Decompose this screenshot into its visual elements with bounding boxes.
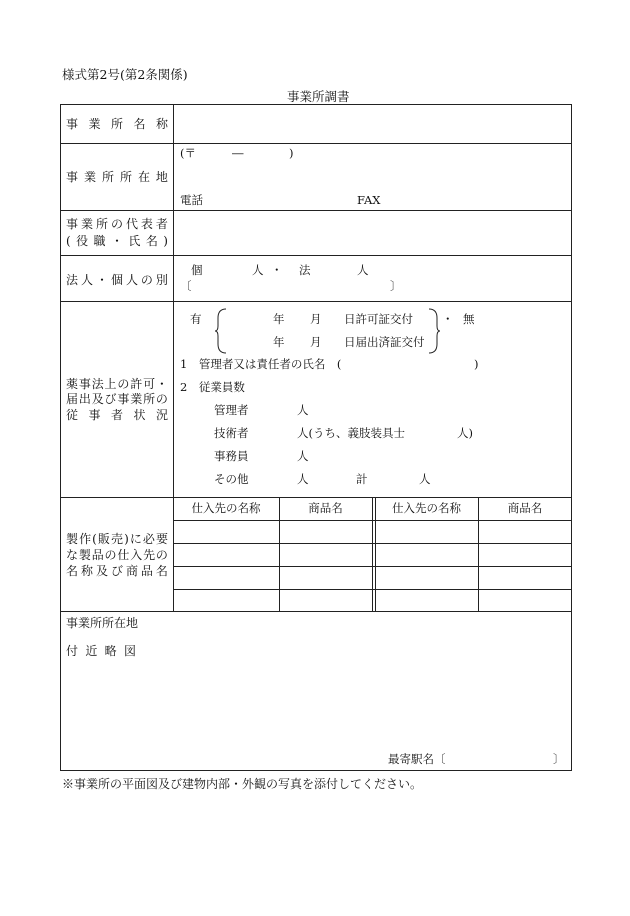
- has-option: 有: [190, 312, 202, 326]
- office-address-label: 事 業 所 所 在 地: [66, 170, 168, 184]
- manager-name-close: ): [474, 357, 479, 371]
- corporate-label: 法: [299, 263, 311, 277]
- individual-suffix: 人: [252, 263, 264, 277]
- supplier-name-header: 仕入先の名称: [191, 501, 261, 515]
- nearest-station-close: 〕: [553, 752, 565, 766]
- corporate-suffix: 人: [357, 263, 369, 277]
- license-issued: 日許可証交付: [344, 312, 413, 326]
- pharma-status-label-3: 従 事 者 状 況: [66, 408, 168, 422]
- pharma-status-label-1: 薬 事 法 上 の 許 可 ・: [66, 377, 168, 391]
- other-label: その他: [214, 472, 249, 486]
- nearby-map-label: 付 近 略 図: [66, 644, 136, 658]
- entity-type-label: 法 人 ・ 個 人 の 別: [66, 273, 168, 287]
- entity-separator: ・: [271, 263, 283, 277]
- postal-open: (〒: [180, 146, 196, 160]
- license-year: 年: [273, 312, 285, 326]
- product-name-header: 商品名: [507, 501, 543, 515]
- form-number: 様式第2号(第2条関係): [62, 67, 188, 82]
- entity-bracket-open: 〔: [180, 279, 192, 293]
- entity-bracket-close: 〕: [390, 279, 402, 293]
- product-name-header: 商品名: [308, 501, 343, 515]
- total-unit: 人: [419, 472, 431, 486]
- none-option: 無: [463, 312, 475, 326]
- row-divider: [60, 497, 572, 498]
- right-brace-icon: [427, 308, 441, 354]
- postal-close: ): [289, 146, 294, 160]
- suppliers-label-2: な 製 品 の 仕 入 先 の: [66, 548, 168, 562]
- supplier-grid-line: [372, 497, 373, 611]
- technician-detail: 人(うち、義肢装具士: [297, 426, 405, 440]
- row-divider: [60, 611, 572, 612]
- individual-label: 個: [191, 263, 203, 277]
- suppliers-label-1: 製 作 ( 販 売 ) に 必 要: [66, 532, 168, 546]
- notification-year: 年: [273, 335, 285, 349]
- clerk-unit: 人: [297, 449, 309, 463]
- notification-issued: 日届出済証交付: [344, 335, 425, 349]
- license-month: 月: [310, 312, 322, 326]
- row-divider: [60, 255, 572, 256]
- left-brace-icon: [214, 308, 228, 354]
- footnote: ※事業所の平面図及び建物内部・外観の写真を添付してください。: [62, 777, 423, 791]
- document-title: 事業所調書: [287, 89, 350, 104]
- fax-label: FAX: [357, 193, 381, 207]
- pharma-status-label-2: 届 出 及 び 事 業 所 の: [66, 392, 168, 406]
- label-column-divider: [173, 104, 174, 611]
- row-divider: [60, 301, 572, 302]
- office-name-label: 事 業 所 名 称: [66, 117, 168, 131]
- clerk-label: 事務員: [214, 449, 249, 463]
- phone-label: 電話: [180, 193, 203, 207]
- representative-label: 事 業 所 の 代 表 者: [66, 217, 168, 231]
- postal-dash: ―: [232, 146, 244, 160]
- nearest-station-label: 最寄駅名〔: [388, 752, 446, 766]
- manager-name-item: 1 管理者又は責任者の氏名 (: [180, 357, 342, 371]
- notification-month: 月: [310, 335, 322, 349]
- technician-label: 技術者: [214, 426, 249, 440]
- suppliers-label-3: 名 称 及 び 商 品 名: [66, 564, 168, 578]
- employee-count-item: 2 従業員数: [180, 380, 245, 394]
- option-separator: ・: [442, 312, 454, 326]
- manager-label: 管理者: [214, 403, 249, 417]
- technician-detail-close: 人): [457, 426, 473, 440]
- map-label: 事業所所在地: [66, 616, 139, 630]
- row-divider: [60, 143, 572, 144]
- manager-unit: 人: [297, 403, 309, 417]
- supplier-name-header: 仕入先の名称: [392, 501, 461, 515]
- representative-title-label: ( 役 職 ・ 氏 名 ): [66, 234, 168, 248]
- total-label: 計: [356, 472, 368, 486]
- other-unit: 人: [297, 472, 309, 486]
- row-divider: [60, 210, 572, 211]
